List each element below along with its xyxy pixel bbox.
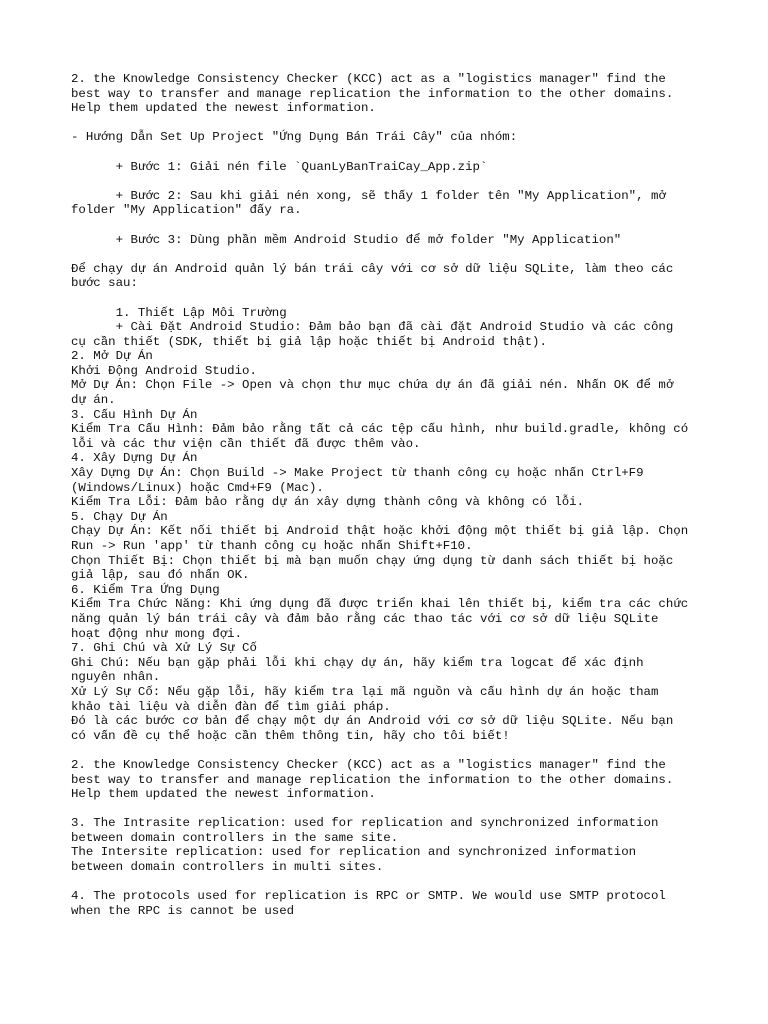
text-line: best way to transfer and manage replication the information to the other domains.: [71, 86, 674, 101]
text-line: nguyên nhân.: [71, 670, 161, 685]
text-line: folder "My Application" đấy ra.: [71, 203, 302, 218]
text-line: Kiểm Tra Lỗi: Đảm bảo rằng dự án xây dựng thành công và không có lỗi.: [71, 495, 585, 510]
text-line: 1. Thiết Lập Môi Trường: [71, 305, 287, 320]
text-line: 3. The Intrasite replication: used for replication and synchronized information: [71, 816, 659, 831]
blank-line: [71, 145, 711, 160]
text-line: Kiểm Tra Chức Năng: Khi ứng dụng đã được triển khai lên thiết bị, kiểm tra các chức: [71, 597, 689, 612]
text-line: 2. Mở Dự Án: [71, 349, 153, 364]
blank-line: [71, 116, 711, 131]
text-line: có vấn đề cụ thể hoặc cần thêm thông tin, hãy cho tôi biết!: [71, 728, 510, 743]
blank-line: [71, 247, 711, 262]
text-line: hoạt động như mong đợi.: [71, 626, 243, 641]
text-line: năng quản lý bán trái cây và đảm bảo rằng các thao tác với cơ sở dữ liệu SQLite: [71, 611, 659, 626]
blank-line: [71, 174, 711, 189]
text-line: best way to transfer and manage replication the information to the other domains.: [71, 772, 674, 787]
text-line: between domain controllers in the same site.: [71, 830, 399, 845]
text-line: Help them updated the newest information.: [71, 787, 376, 802]
text-line: between domain controllers in multi sites.: [71, 860, 384, 875]
text-line: when the RPC is cannot be used: [71, 903, 295, 918]
text-line: 5. Chạy Dự Án: [71, 509, 168, 524]
text-line: Mở Dự Án: Chọn File -> Open và chọn thư mục chứa dự án đã giải nén. Nhấn OK để mở: [71, 378, 674, 393]
blank-line: [71, 875, 711, 890]
text-line: Xử Lý Sự Cố: Nếu gặp lỗi, hãy kiểm tra lại mã nguồn và cấu hình dự án hoặc tham: [71, 684, 659, 699]
text-line: 7. Ghi Chú và Xử Lý Sự Cố: [71, 641, 257, 656]
text-line: Chọn Thiết Bị: Chọn thiết bị mà bạn muốn chạy ứng dụng từ danh sách thiết bị hoặc: [71, 553, 674, 568]
blank-line: [71, 802, 711, 817]
text-line: The Intersite replication: used for replication and synchronized information: [71, 845, 637, 860]
document-page: [71, 72, 711, 918]
text-line: (Windows/Linux) hoặc Cmd+F9 (Mac).: [71, 480, 324, 495]
text-line: Help them updated the newest information.: [71, 101, 376, 116]
text-line: giả lập, sau đó nhấn OK.: [71, 568, 250, 583]
text-line: cụ cần thiết (SDK, thiết bị giả lập hoặc thiết bị Android thật).: [71, 334, 547, 349]
text-line: khảo tài liệu và diễn đàn để tìm giải pháp.: [71, 699, 391, 714]
blank-line: [71, 743, 711, 758]
text-line: 4. The protocols used for replication is RPC or SMTP. We would use SMTP protocol: [71, 889, 666, 904]
text-line: Ghi Chú: Nếu bạn gặp phải lỗi khi chạy dự án, hãy kiểm tra logcat để xác định: [71, 655, 644, 670]
blank-line: [71, 218, 711, 233]
text-line: Kiểm Tra Cấu Hình: Đảm bảo rằng tất cả các tệp cấu hình, như build.gradle, không có: [71, 422, 689, 437]
text-line: + Bước 3: Dùng phần mềm Android Studio để mở folder "My Application": [71, 232, 622, 247]
document-body: [71, 72, 711, 918]
text-line: Đó là các bước cơ bản để chạy một dự án Android với cơ sở dữ liệu SQLite. Nếu bạn: [71, 714, 674, 729]
text-line: + Bước 1: Giải nén file `QuanLyBanTraiCay_App.zip`: [71, 159, 488, 174]
text-line: + Cài Đặt Android Studio: Đảm bảo bạn đã cài đặt Android Studio và các công: [71, 320, 674, 335]
text-line: Run -> Run 'app' từ thanh công cụ hoặc nhấn Shift+F10.: [71, 539, 473, 553]
text-line: bước sau:: [71, 276, 138, 291]
text-line: Xây Dựng Dự Án: Chọn Build -> Make Project từ thanh công cụ hoặc nhấn Ctrl+F9: [71, 466, 644, 481]
blank-line: [71, 291, 711, 306]
text-line: Chạy Dự Án: Kết nối thiết bị Android thật hoặc khởi động một thiết bị giả lập. Chọn: [71, 524, 689, 539]
text-line: 3. Cấu Hình Dự Án: [71, 407, 198, 422]
text-line: dự án.: [71, 393, 116, 408]
text-line: Khởi Động Android Studio.: [71, 363, 257, 378]
text-line: - Hướng Dẫn Set Up Project "Ứng Dụng Bán Trái Cây" của nhóm:: [71, 130, 518, 145]
text-line: Để chạy dự án Android quản lý bán trái cây với cơ sở dữ liệu SQLite, làm theo các: [71, 261, 674, 276]
text-line: + Bước 2: Sau khi giải nén xong, sẽ thấy 1 folder tên "My Application", mở: [71, 188, 666, 203]
text-line: 4. Xây Dựng Dự Án: [71, 451, 198, 466]
text-line: 2. the Knowledge Consistency Checker (KCC) act as a "logistics manager" find the: [71, 757, 666, 772]
text-line: 6. Kiểm Tra Ứng Dụng: [71, 582, 220, 597]
text-line: 2. the Knowledge Consistency Checker (KCC) act as a "logistics manager" find the: [71, 72, 666, 86]
text-line: lỗi và các thư viện cần thiết đã được thêm vào.: [71, 436, 421, 451]
